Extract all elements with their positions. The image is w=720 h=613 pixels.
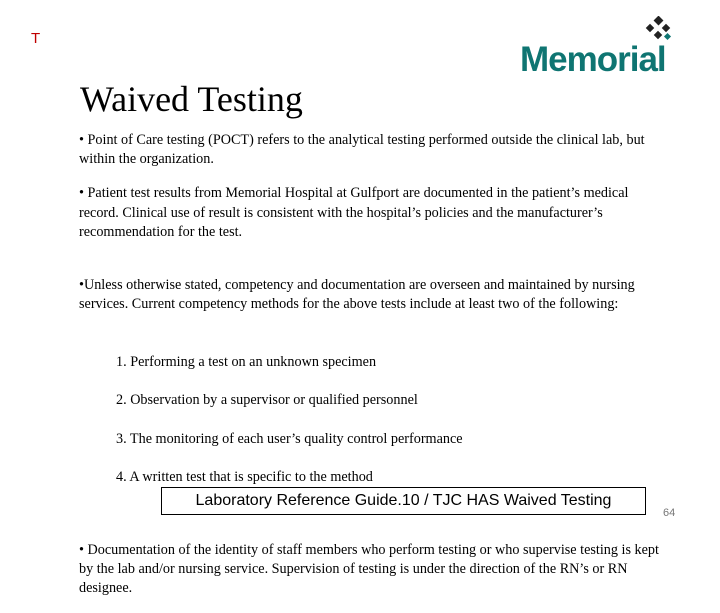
slide-title: Waived Testing bbox=[80, 79, 303, 119]
slide-body bbox=[79, 131, 659, 613]
page-number: 64 bbox=[663, 507, 676, 519]
list-item: 2. Observation by a supervisor or qualified personnel bbox=[116, 392, 418, 409]
competency-text: •Unless otherwise stated, competency and documentation are overseen and maintained by nursing services. Current competency methods for the above tests include at least two of the following: bbox=[79, 277, 635, 313]
list-item: 4. A written test that is specific to the method bbox=[116, 469, 373, 486]
memorial-logo bbox=[520, 16, 690, 79]
list-item: 1. Performing a test on an unknown specimen bbox=[116, 354, 377, 371]
paragraph-documentation: • Documentation of the identity of staff members who perform testing or who supervise testing is kept by the lab and/or nursing service. Supervision of testing is under the direction of the RN’s or RN designee. bbox=[79, 541, 659, 597]
reference-text: Laboratory Reference Guide.10 / TJC HAS Waived Testing bbox=[195, 492, 612, 509]
reference-box bbox=[161, 487, 646, 515]
paragraph-poct: • Point of Care testing (POCT) refers to the analytical testing performed outside the clinical lab, but within the organization. bbox=[79, 132, 645, 168]
logo-wordmark: Memorial bbox=[520, 40, 666, 79]
competency-methods-list bbox=[79, 334, 659, 507]
list-item: 3. The monitoring of each user’s quality control performance bbox=[116, 430, 463, 447]
corner-mark: T bbox=[31, 30, 41, 47]
paragraph-competency bbox=[79, 257, 659, 526]
paragraph-patient-results: • Patient test results from Memorial Hospital at Gulfport are documented in the patient’s medical record. Clinical use of result is consistent with the hospital’s policies and the manufacturer’s recommendation for the test. bbox=[79, 185, 629, 240]
